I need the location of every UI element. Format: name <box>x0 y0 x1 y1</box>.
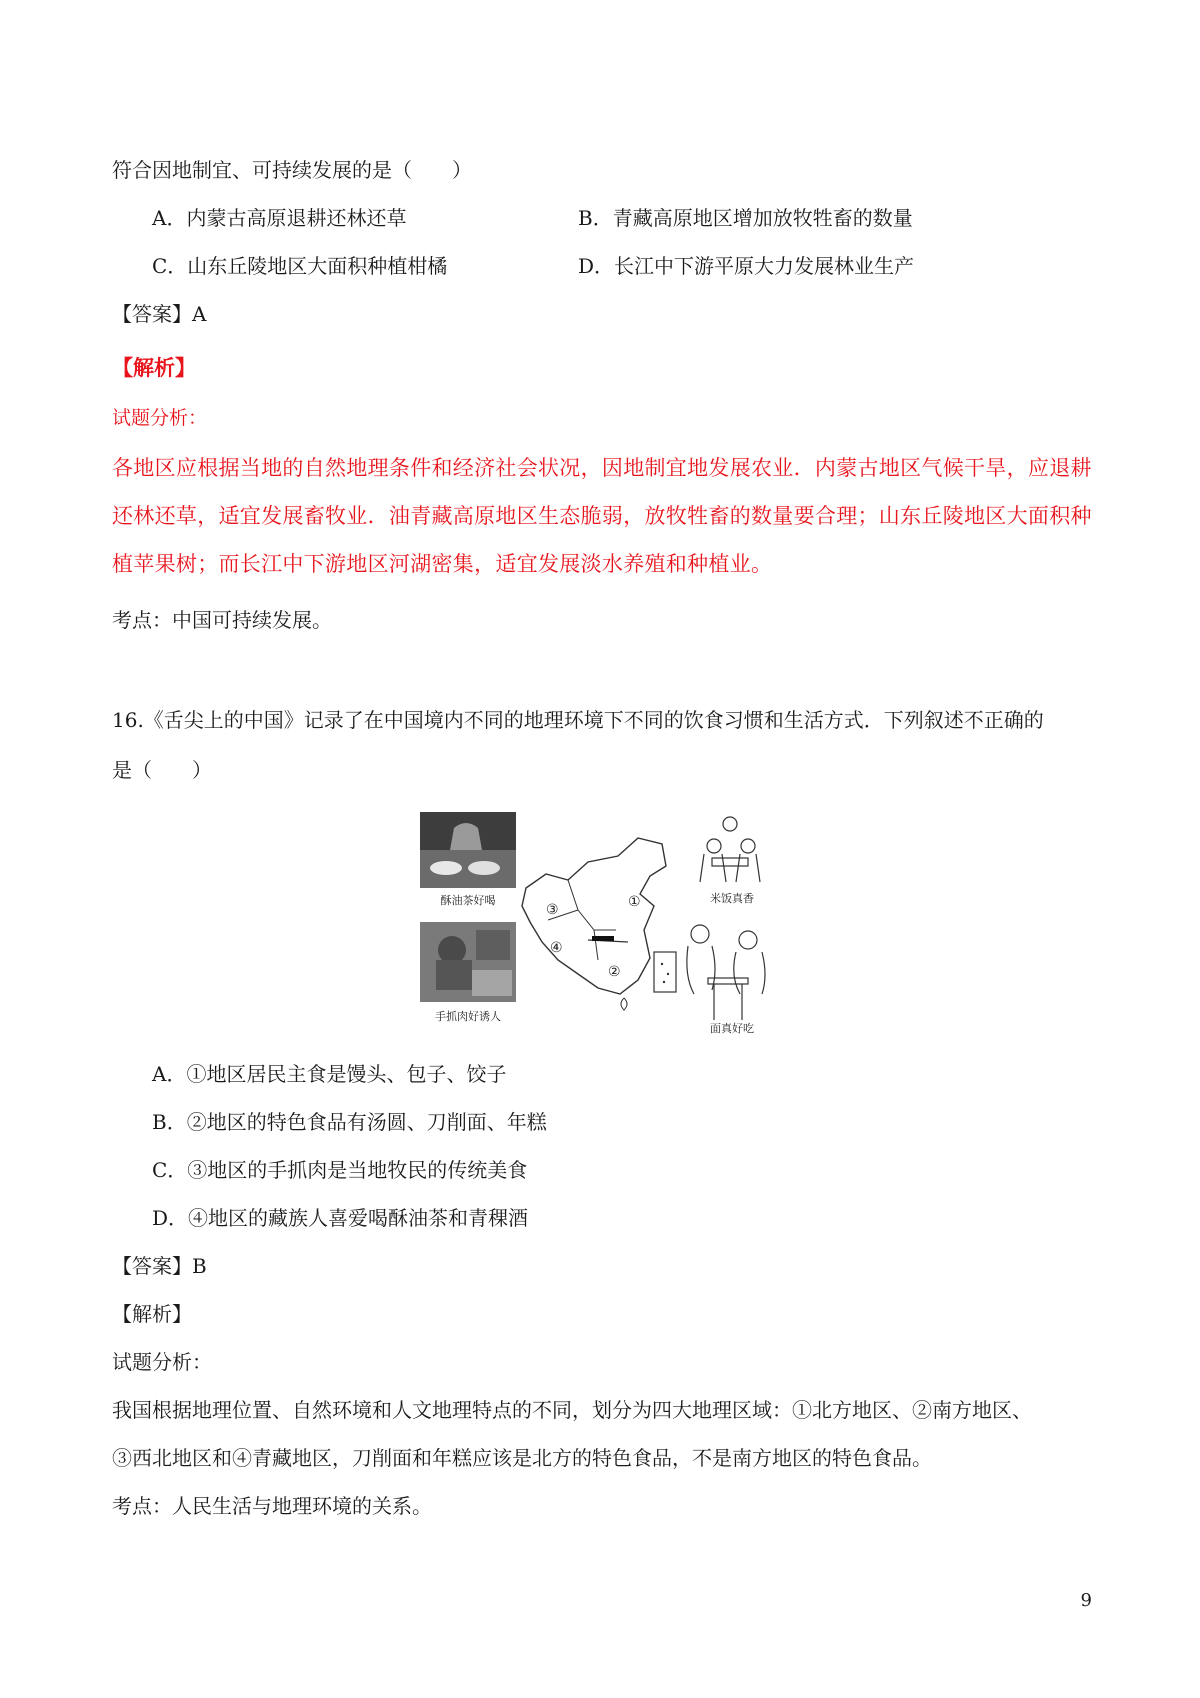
q15-answer: 【答案】A <box>112 302 207 326</box>
q15-analysis-line-3: 植苹果树；而长江中下游地区河湖密集，适宜发展淡水养殖和种植业。 <box>112 552 773 576</box>
q16-answer: 【答案】B <box>112 1254 207 1278</box>
map-mark-4: ④ <box>550 940 563 956</box>
q15-stem: 符合因地制宜、可持续发展的是（ ） <box>112 158 472 182</box>
q16-figure-graphic <box>418 810 790 1034</box>
q16-analysis-line-1: 我国根据地理位置、自然环境和人文地理特点的不同，划分为四大地理区域：①北方地区、②南方地区、 <box>112 1398 1032 1422</box>
noodles-drawing <box>687 925 765 1020</box>
q15-option-a: A．内蒙古高原退耕还林还草 <box>152 206 407 230</box>
q16-analysis-label: 试题分析： <box>112 1350 212 1374</box>
q16-option-b: B．②地区的特色食品有汤圆、刀削面、年糕 <box>152 1110 547 1134</box>
q16-option-c: C．③地区的手抓肉是当地牧民的传统美食 <box>152 1158 528 1182</box>
q15-analysis-line-1: 各地区应根据当地的自然地理条件和经济社会状况，因地制宜地发展农业．内蒙古地区气候干旱，应退耕 <box>112 456 1092 480</box>
q15-analysis-heading: 【解析】 <box>112 356 196 380</box>
map-mark-1: ① <box>628 894 641 910</box>
rice-drawing <box>700 817 760 882</box>
map-mark-2: ② <box>608 964 621 980</box>
q15-option-b: B．青藏高原地区增加放牧牲畜的数量 <box>578 206 913 230</box>
q16-option-a: A．①地区居民主食是馒头、包子、饺子 <box>152 1062 507 1086</box>
q15-option-d: D．长江中下游平原大力发展林业生产 <box>578 254 915 278</box>
q15-analysis-line-2: 还林还草，适宜发展畜牧业．油青藏高原地区生态脆弱，放牧牲畜的数量要合理；山东丘陵地区大面积种 <box>112 504 1092 528</box>
q16-analysis-heading: 【解析】 <box>112 1302 192 1326</box>
q15-kaodian: 考点：中国可持续发展。 <box>112 608 332 632</box>
photo3-caption: 米饭真香 <box>710 892 754 905</box>
butter-tea-photo <box>420 812 516 888</box>
q15-option-c: C．山东丘陵地区大面积种植柑橘 <box>152 254 448 278</box>
china-map <box>522 838 666 1010</box>
q15-analysis-label: 试题分析： <box>112 407 208 429</box>
q16-stem-line-2: 是（ ） <box>112 758 212 782</box>
map-mark-3: ③ <box>546 902 559 918</box>
photo1-caption: 酥油茶好喝 <box>440 894 496 907</box>
q16-option-d: D．④地区的藏族人喜爱喝酥油茶和青稞酒 <box>152 1206 529 1230</box>
hand-meat-photo <box>420 922 516 1002</box>
q16-figure <box>418 810 790 1034</box>
photo2-caption: 手抓肉好诱人 <box>435 1010 501 1023</box>
page-number: 9 <box>1080 1590 1092 1611</box>
q16-stem-line-1: 16.《舌尖上的中国》记录了在中国境内不同的地理环境下不同的饮食习惯和生活方式．下列叙述不正确的 <box>112 708 1044 732</box>
q16-analysis-line-2: ③西北地区和④青藏地区，刀削面和年糕应该是北方的特色食品，不是南方地区的特色食品。 <box>112 1446 932 1470</box>
map-inset-box <box>654 952 676 992</box>
q16-kaodian: 考点：人民生活与地理环境的关系。 <box>112 1494 432 1518</box>
photo4-caption: 面真好吃 <box>710 1022 754 1034</box>
